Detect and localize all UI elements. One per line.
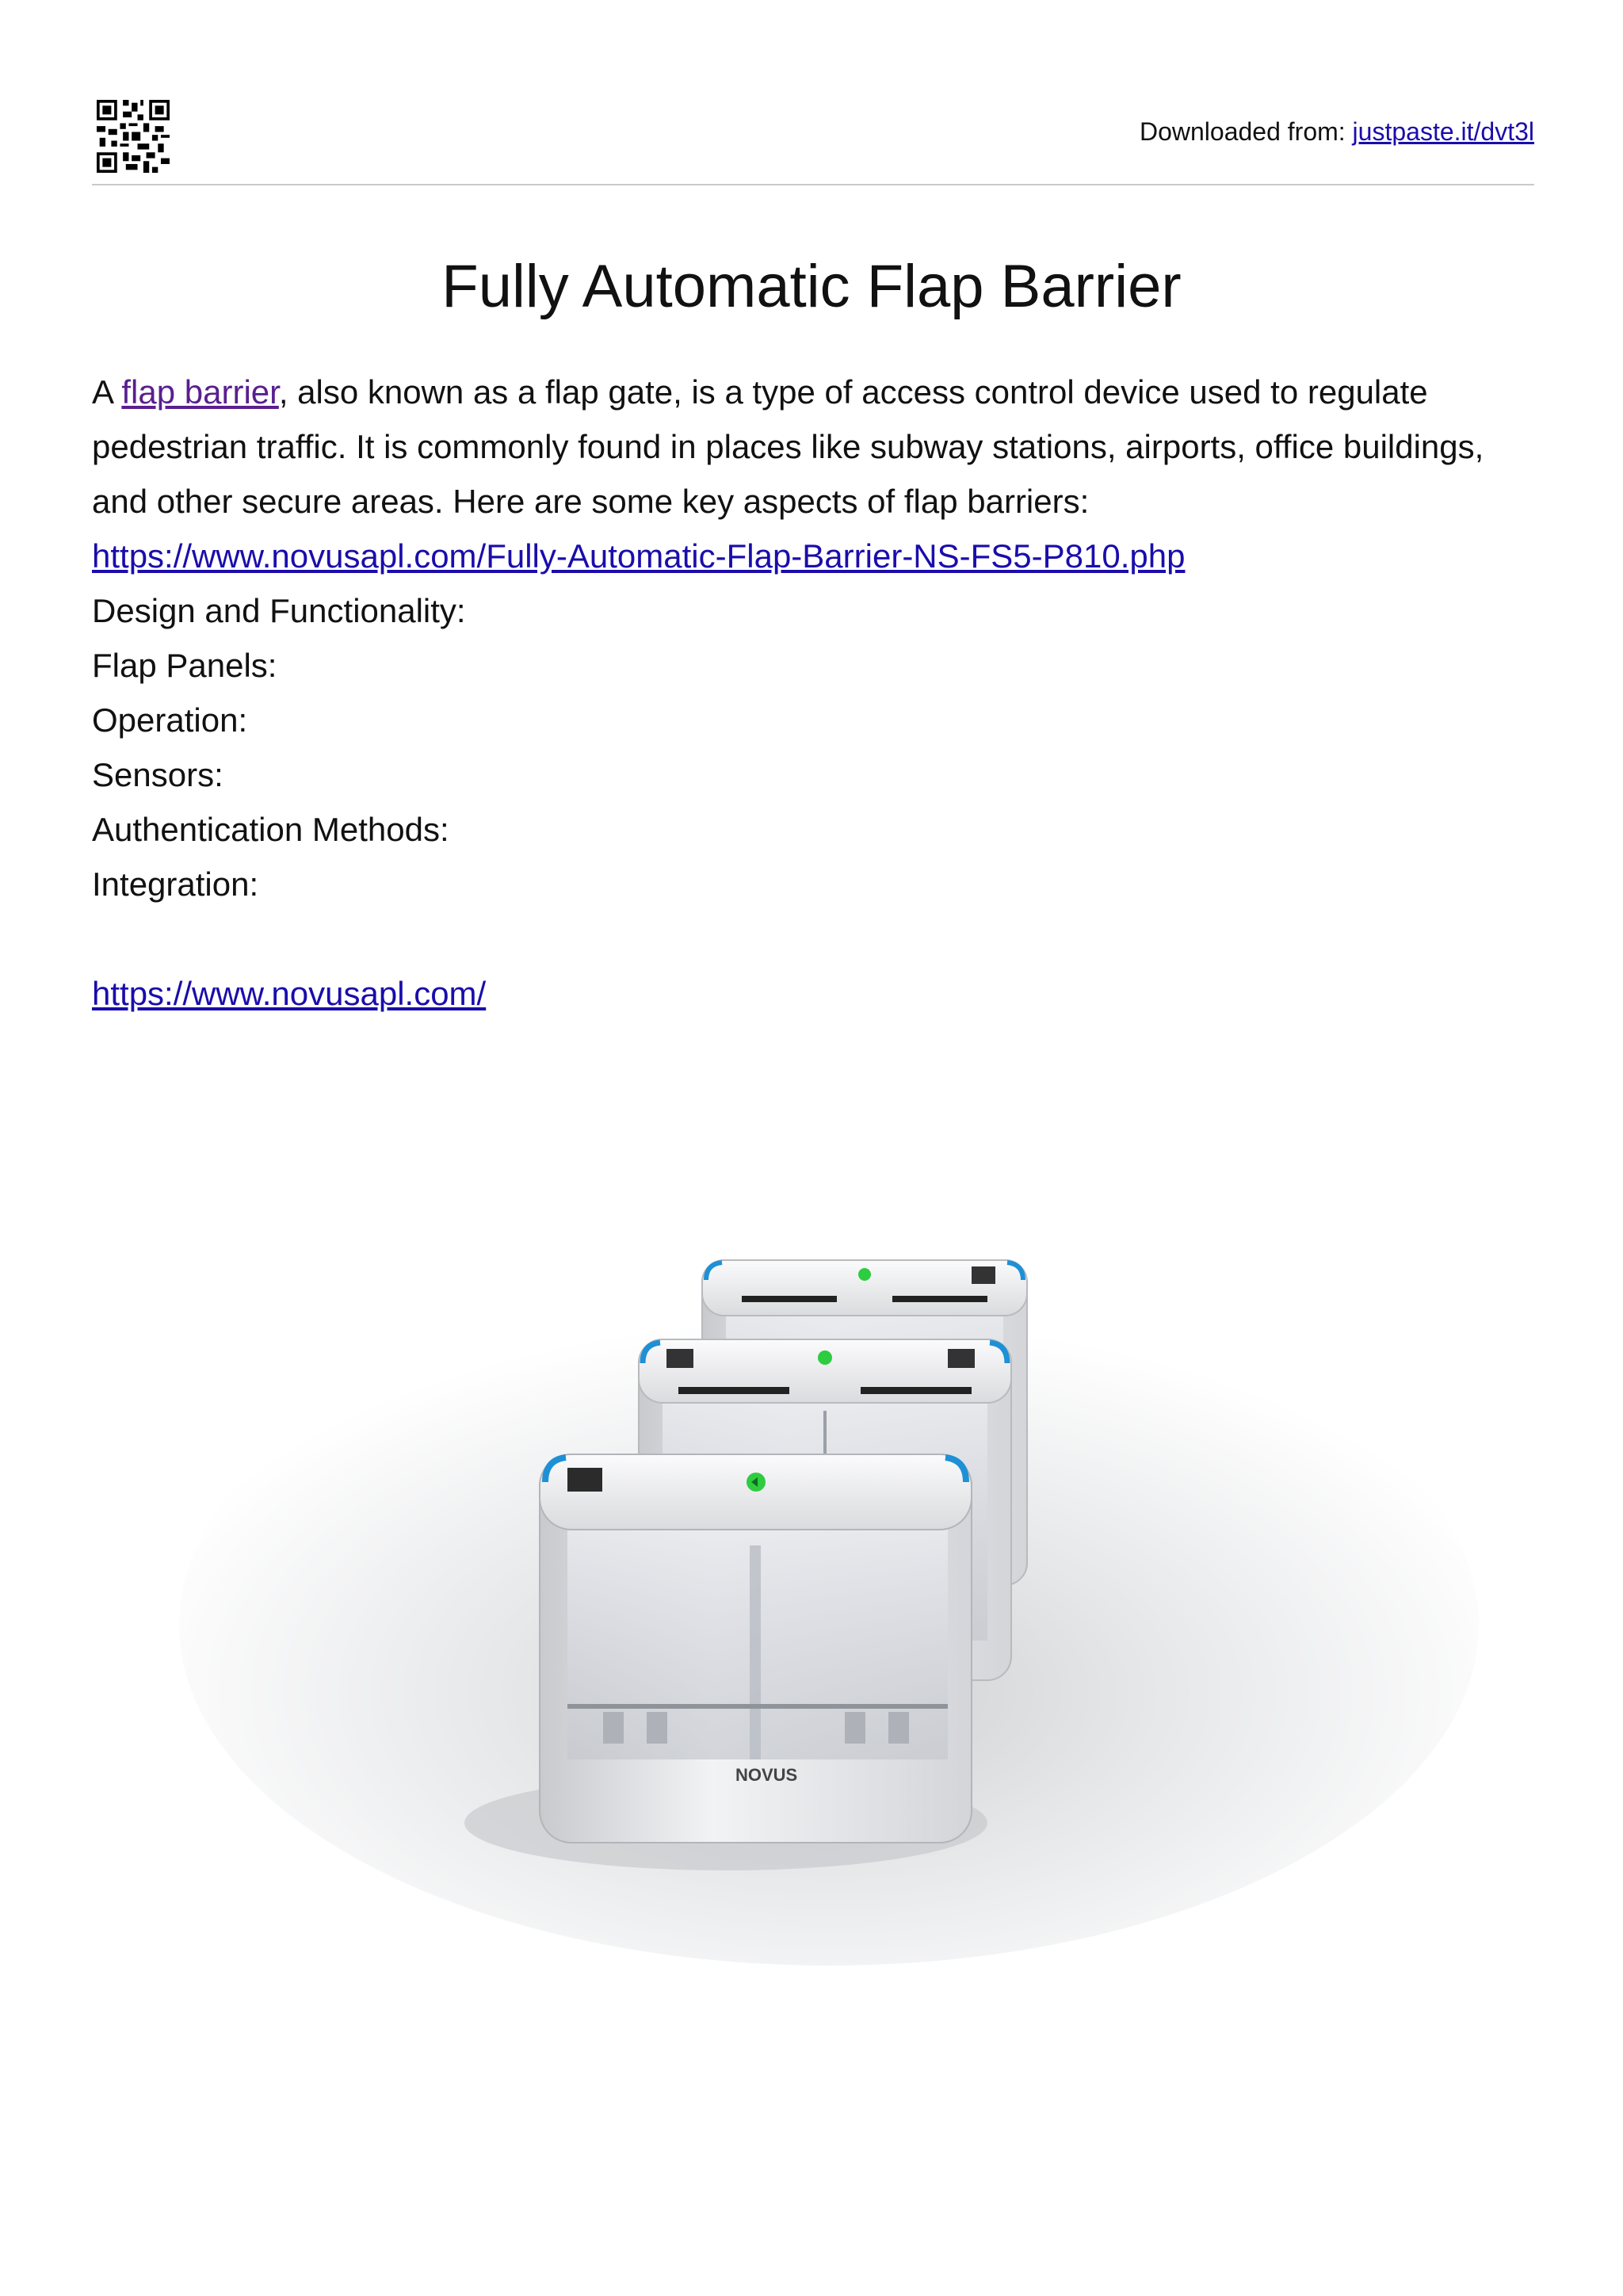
document-body: [92, 365, 1542, 1021]
section-heading-sensors: Sensors:: [92, 756, 223, 793]
downloaded-from: [1140, 117, 1534, 147]
section-heading-flap-panels: Flap Panels:: [92, 647, 277, 684]
intro-paragraph: [92, 365, 1542, 529]
flap-barrier-link[interactable]: flap barrier: [121, 373, 279, 411]
flap-barrier-illustration: [92, 1213, 1534, 1972]
blank-line: [92, 911, 1542, 966]
section-heading-operation: Operation:: [92, 701, 248, 739]
product-url-link[interactable]: https://www.novusapl.com/Fully-Automatic-Flap-Barrier-NS-FS5-P810.php: [92, 537, 1186, 575]
section-heading-authentication: Authentication Methods:: [92, 811, 449, 848]
section-heading-design: Design and Functionality:: [92, 592, 466, 629]
intro-rest: , also known as a flap gate, is a type of access control device used to regulate pedestrian traffic. It is commonly found in places like subway stations, airports, office buildings, and other secure areas. Here are some key aspects of flap barriers:: [92, 373, 1484, 520]
source-link[interactable]: justpaste.it/dvt3l: [1352, 117, 1534, 146]
page-title: Fully Automatic Flap Barrier: [441, 253, 1182, 320]
page-header: [92, 95, 1534, 185]
intro-prefix: A: [92, 373, 122, 411]
section-heading-integration: Integration:: [92, 865, 259, 903]
home-url-link[interactable]: https://www.novusapl.com/: [92, 975, 487, 1012]
brand-logo-text: NOVUS: [735, 1765, 798, 1785]
flap-barrier-photo: [92, 1213, 1534, 1972]
downloaded-label: Downloaded from:: [1139, 117, 1353, 146]
qr-code-icon: [97, 100, 170, 173]
front-gate: [464, 1454, 987, 1870]
